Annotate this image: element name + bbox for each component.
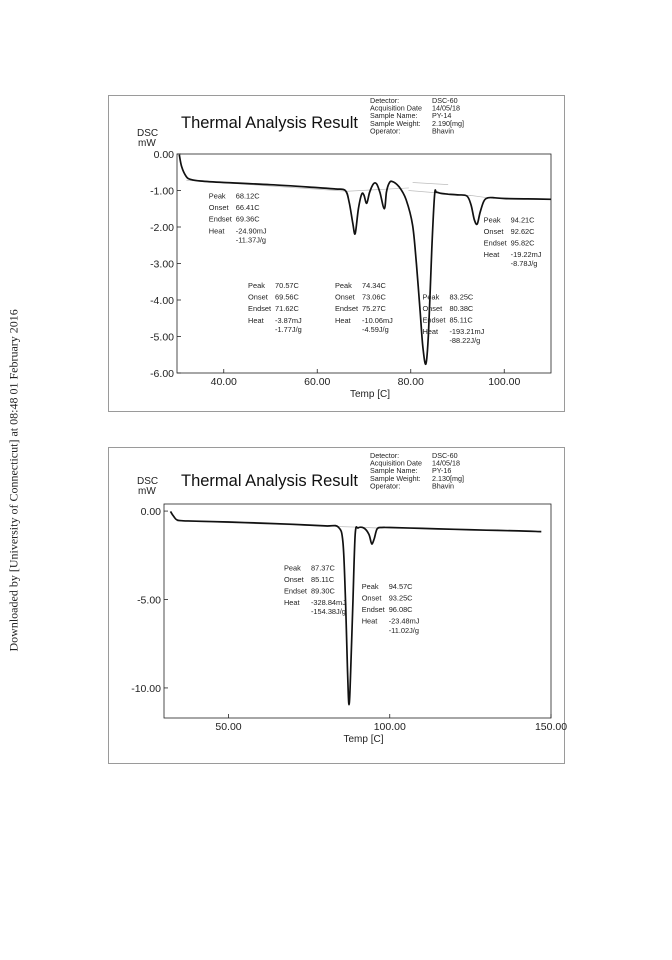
meta-label: Sample Name: bbox=[370, 466, 418, 476]
annotation-label: Peak bbox=[361, 581, 379, 591]
meta-value: PY-16 bbox=[432, 466, 452, 476]
dsc-chart-py16-plot bbox=[109, 448, 568, 763]
annotation-value: -88.22J/g bbox=[449, 336, 481, 346]
y-tick-label: -2.00 bbox=[150, 222, 174, 234]
download-notice: Downloaded by [University of Connecticut] at 08:48 01 February 2016 bbox=[6, 309, 21, 652]
annotation-value: 96.08C bbox=[388, 605, 413, 615]
annotation-label: Onset bbox=[248, 292, 268, 302]
meta-label: Detector: bbox=[370, 96, 400, 105]
y-axis-unit: mW bbox=[138, 138, 156, 149]
dsc-chart-py16 bbox=[108, 447, 568, 764]
meta-label: Sample Weight: bbox=[370, 473, 421, 483]
annotation-value: -4.59J/g bbox=[362, 324, 389, 334]
dsc-chart-py14 bbox=[108, 95, 565, 412]
annotation-value: 94.21C bbox=[510, 215, 535, 225]
annotation-label: Endset bbox=[335, 304, 359, 314]
meta-value: DSC-60 bbox=[432, 96, 458, 105]
y-tick-label: 0.00 bbox=[140, 506, 161, 519]
annotation-label: Peak bbox=[283, 563, 301, 573]
annotation-value: -11.37J/g bbox=[235, 235, 267, 245]
meta-value: PY-14 bbox=[432, 111, 452, 121]
meta-label: Operator: bbox=[370, 481, 401, 491]
meta-value: 2.190[mg] bbox=[432, 118, 464, 128]
annotation-label: Onset bbox=[283, 574, 304, 584]
annotation-label: Endset bbox=[283, 586, 307, 596]
annotation-label: Endset bbox=[208, 214, 232, 224]
meta-value: 2.130[mg] bbox=[432, 473, 464, 483]
annotation-value: 73.06C bbox=[362, 292, 386, 302]
y-tick-label: 0.00 bbox=[153, 149, 174, 161]
annotation-label: Peak bbox=[335, 280, 352, 290]
annotation-value: -1.77J/g bbox=[275, 324, 302, 334]
meta-label: Acquisition Date bbox=[370, 458, 422, 468]
annotation-value: -8.78J/g bbox=[510, 259, 538, 269]
y-tick-label: -5.00 bbox=[137, 594, 161, 607]
annotation-value: 92.62C bbox=[510, 226, 535, 236]
annotation-value: -11.02J/g bbox=[388, 625, 419, 635]
plot-frame bbox=[164, 504, 551, 718]
annotation-label: Endset bbox=[483, 238, 507, 248]
annotation-label: Onset bbox=[335, 292, 355, 302]
annotation-value: -23.48mJ bbox=[388, 616, 420, 626]
chart-title: Thermal Analysis Result bbox=[181, 472, 358, 490]
y-tick-label: -5.00 bbox=[150, 331, 174, 344]
y-axis-unit: mW bbox=[138, 486, 156, 497]
meta-label: Operator: bbox=[370, 126, 401, 136]
annotation-label: Peak bbox=[208, 191, 226, 201]
annotation-value: 95.82C bbox=[510, 238, 535, 248]
annotation-value: 89.30C bbox=[310, 586, 335, 596]
y-tick-label: -3.00 bbox=[150, 258, 174, 271]
annotation-value: 71.62C bbox=[275, 304, 299, 314]
dsc-chart-py14-plot bbox=[109, 96, 564, 411]
annotation-label: Onset bbox=[208, 203, 229, 213]
x-tick-label: 60.00 bbox=[304, 376, 331, 388]
meta-label: Acquisition Date bbox=[370, 103, 422, 113]
meta-value: Bhavin bbox=[432, 126, 454, 136]
annotation-value: 69.36C bbox=[235, 214, 260, 224]
annotation-value: 69.56C bbox=[275, 292, 299, 302]
integration-baseline bbox=[413, 182, 449, 184]
y-axis-label: DSC bbox=[137, 476, 159, 487]
y-tick-label: -4.00 bbox=[150, 295, 174, 307]
x-tick-label: 100.00 bbox=[488, 376, 521, 388]
meta-value: Bhavin bbox=[432, 481, 454, 491]
meta-value: 14/05/18 bbox=[432, 458, 460, 468]
meta-value: 14/05/18 bbox=[432, 103, 460, 113]
meta-value: DSC-60 bbox=[432, 451, 458, 460]
integration-baseline bbox=[470, 195, 488, 198]
annotation-value: -154.38J/g bbox=[310, 607, 346, 617]
chart-title: Thermal Analysis Result bbox=[181, 114, 358, 132]
annotation-label: Peak bbox=[248, 280, 265, 290]
annotation-value: 70.57C bbox=[275, 280, 299, 290]
annotation-label: Heat bbox=[361, 616, 378, 626]
annotation-label: Heat bbox=[208, 226, 225, 236]
y-axis-label: DSC bbox=[137, 128, 159, 139]
y-tick-label: -1.00 bbox=[150, 185, 174, 198]
annotation-label: Heat bbox=[335, 315, 351, 325]
annotation-value: 93.25C bbox=[388, 593, 413, 603]
plot-frame bbox=[177, 154, 551, 373]
annotation-value: 75.27C bbox=[362, 304, 386, 314]
annotation-label: Heat bbox=[483, 250, 500, 260]
annotation-label: Endset bbox=[361, 605, 385, 615]
dsc-curve bbox=[171, 511, 542, 704]
annotation-value: 85.11C bbox=[310, 574, 335, 584]
annotation-value: 66.41C bbox=[235, 203, 260, 213]
annotation-value: -193.21mJ bbox=[449, 327, 485, 337]
annotation-label: Onset bbox=[361, 593, 382, 603]
x-tick-label: 80.00 bbox=[397, 376, 424, 388]
annotation-value: -24.90mJ bbox=[235, 226, 267, 236]
annotation-value: 85.11C bbox=[449, 315, 473, 325]
annotation-label: Heat bbox=[248, 315, 264, 325]
x-axis-label: Temp [C] bbox=[343, 734, 384, 745]
x-tick-label: 40.00 bbox=[210, 376, 237, 388]
annotation-value: 68.12C bbox=[235, 191, 260, 201]
annotation-label: Endset bbox=[248, 304, 272, 314]
annotation-value: 87.37C bbox=[310, 563, 335, 573]
annotation-value: 94.57C bbox=[388, 581, 413, 591]
y-tick-label: -10.00 bbox=[131, 682, 161, 695]
meta-label: Sample Weight: bbox=[370, 118, 421, 128]
annotation-label: Onset bbox=[483, 226, 504, 236]
annotation-value: -10.06mJ bbox=[362, 315, 393, 325]
y-tick-label: -6.00 bbox=[150, 368, 174, 380]
meta-label: Sample Name: bbox=[370, 111, 418, 121]
x-tick-label: 150.00 bbox=[534, 721, 568, 733]
meta-label: Detector: bbox=[370, 451, 400, 460]
x-tick-label: 50.00 bbox=[215, 721, 242, 733]
annotation-value: -328.84mJ bbox=[310, 598, 346, 608]
x-axis-label: Temp [C] bbox=[349, 389, 391, 400]
annotation-label: Onset bbox=[422, 303, 443, 313]
annotation-label: Heat bbox=[422, 327, 439, 337]
annotation-value: 80.38C bbox=[449, 303, 474, 313]
annotation-label: Peak bbox=[483, 215, 501, 225]
annotation-value: 83.25C bbox=[449, 292, 474, 302]
annotation-label: Endset bbox=[422, 315, 446, 325]
annotation-value: -19.22mJ bbox=[510, 250, 542, 260]
x-tick-label: 100.00 bbox=[373, 721, 406, 733]
annotation-label: Heat bbox=[283, 598, 300, 608]
annotation-value: 74.34C bbox=[362, 280, 386, 290]
annotation-value: -3.87mJ bbox=[275, 315, 302, 325]
annotation-label: Peak bbox=[422, 292, 440, 302]
